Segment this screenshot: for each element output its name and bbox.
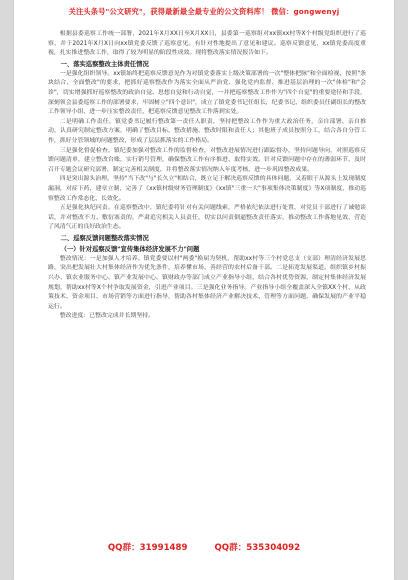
document-body: [48, 30, 366, 530]
promo-banner: 关注头条号"公文研究"，获得最新最全最专业的公文资料库！ 微信：gongwenyj: [68, 7, 340, 16]
paragraph: 根据县委巡察工作统一部署，2021年X月XX日至X月XX日，县委第一巡察组对xx镇xx村等X个村级党组织进行了巡察，并于2021年X月X日向xx镇党委反馈了巡察意见。有针对性地提出了意见和建议。巡察反馈意见，xx镇党委高度重视，扎实推进整改工作，取得了较为明显的阶段性成效。现将整改落实情况报告如下。: [48, 31, 366, 57]
section-heading: 一、落实巡察整改主体责任情况: [60, 60, 149, 68]
paragraph: 一是强化组织领导。xx镇始终把巡察反馈意见作为对镇党委落实上级决策部署的一次"整体把脉"和全面检视，按照"条块结合、全面整改"的要求，把抓好巡察整改作为落实全面从严治党、强化党内监督、推进基层治理的一次"体检"和"会诊"，切实增强抓好巡察整改的政治自觉、思想自觉和行动自觉，一并把巡察整改工作作为"四个自觉"的重要途径和手段，深刻领会县委巡察工作的部署要求，牢固树立"四个意识"，成立了镇党委书记任组长，纪委书记、组织委员任副组长的整改工作领导小组，进一步压实整改责任，把巡察反馈意见整改工作落到实处。: [48, 70, 366, 116]
paragraph: 整改情况：一是加强人才培养。镇党委要以村"两委"换届为契机，帮助xx村等三个村党总支（支部）理清经济发展思路，突出把发展壮大村集体经济作为优先条件，培养懂市场、善经营的农村后备干部。二是拓宽发展渠道。组织镇乡村振兴办、镇农业服务中心、镇产业发展中心、镇财政办等部门成立产业指导小组，结合各村优势资源，制定村集体经济发展规划，帮助xx村等X个村争取发展资金，引进产业项目。三是强化业务指导。产业指导小组全覆盖深入全镇XX个村，从政策技术、资金项目、市场营销等方面进行指导，帮助各村集体经济产业解决技术、管理等方面问题，确保发展的产业平稳运行。: [48, 255, 366, 310]
qq-group-2: QQ群：535304092: [214, 543, 301, 553]
paragraph: 三是强化督促检查。镇纪委加强对整改工作的监督检查，对整改进展情况进行跟踪督办，坚持问题导向，对照巡察反馈问题清单，建立整改台账，实行销号管理，确保整改工作有序推进、取得实效。针对反馈问题中存在的薄弱环节，及时召开专题会议研究部署，制定完善相关制度，并将整改落实情况纳入年度考核，进一步巩固整改成果。: [48, 147, 366, 173]
paragraph: 五是强化执纪问责。在巡察整改中，镇纪委将针对有关问题线索，严格依纪依法进行处置，对党员干部进行了诫勉谈话，并对整改不力、敷衍塞责的，严肃追究相关人员责任，切实以问责倒逼整改责任落实，推动整改工作落地见效，营造了风清气正的良好政治生态。: [48, 205, 366, 231]
qq-group-1: QQ群：31991489: [107, 543, 188, 553]
section-heading: （一）针对巡察反馈"宣传集体经济发展不力"问题: [60, 245, 200, 253]
paragraph: 四是突出源头治理。坚持"当下改"与"长久立"相结合，既立足于解决巡察反馈的具体问题，又着眼于从源头上发现制度漏洞，对症下药，建章立制，完善了《xx镇村级财务管理制度》《xx镇"三重一大"事项集体决策制度》等X项制度，推动巡察整改工作常态化、长效化。: [48, 176, 366, 202]
document-page: [14, 0, 394, 580]
footer-contacts: [14, 541, 394, 553]
paragraph: 二是明确工作责任。镇党委书记履行整改第一责任人职责，坚持把整改工作作为重大政治任务，亲自部署、亲自推动，认真研究制定整改方案，明确了整改目标、整改措施、整改时限和责任人；其他班子成员按照分工，结合各自分管工作，抓好分管领域的问题整改，形成了层层抓落实的工作格局。: [48, 118, 366, 144]
paragraph: 整改进度：已整改完成并长期坚持。: [59, 313, 155, 320]
section-heading: 二、巡察反馈问题整改落实情况: [60, 234, 149, 242]
